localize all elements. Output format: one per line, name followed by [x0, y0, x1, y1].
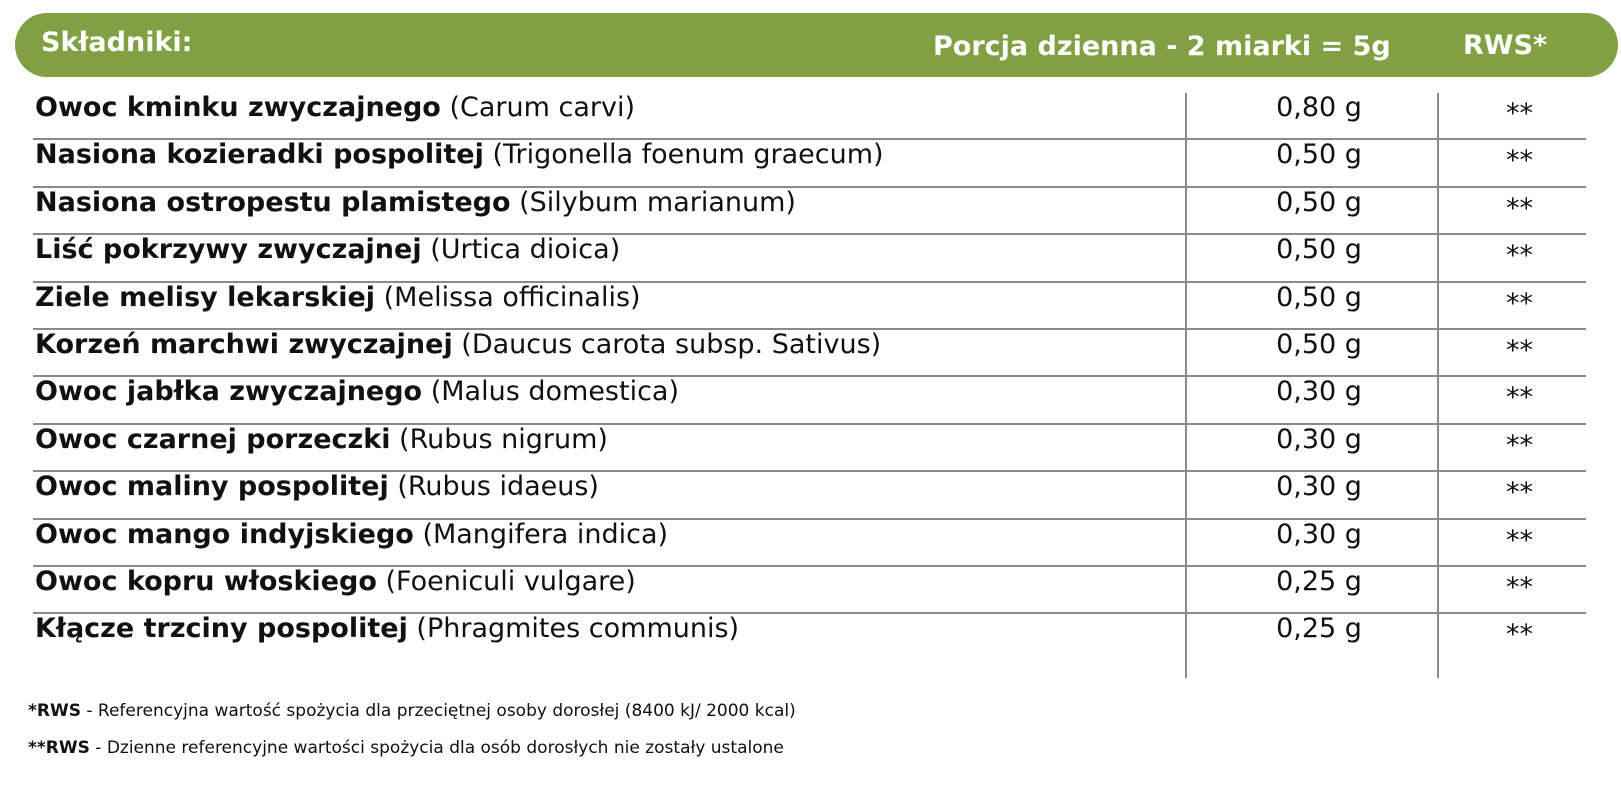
ingredient-name-cell [35, 330, 881, 360]
ingredient-latin-name: (Rubus idaeus) [397, 471, 599, 503]
ingredient-name-cell [35, 235, 620, 265]
ingredient-rws: ** [1506, 287, 1533, 319]
ingredient-amount: 0,80 g [1276, 92, 1362, 123]
footnote-rws-double [28, 740, 784, 757]
ingredient-amount: 0,50 g [1276, 281, 1362, 313]
ingredient-amount: 0,30 g [1276, 376, 1362, 408]
ingredient-name-cell [35, 614, 739, 644]
ingredient-rws: ** [1506, 477, 1533, 509]
ingredient-rws: ** [1506, 98, 1533, 129]
ingredient-latin-name: (Phragmites communis) [416, 613, 740, 645]
ingredient-amount: 0,50 g [1276, 139, 1362, 171]
ingredients-heading: Składniki: [41, 27, 193, 58]
ingredient-amount: 0,30 g [1276, 423, 1362, 455]
table-header-bar [15, 13, 1618, 77]
ingredient-latin-name: (Rubus nigrum) [399, 423, 608, 455]
table-row [33, 425, 1586, 472]
ingredient-name-cell [35, 93, 635, 123]
ingredient-name: Owoc mango indyjskiego [35, 518, 414, 550]
ingredient-name: Nasiona kozieradki pospolitej [35, 139, 484, 171]
ingredient-latin-name: (Silybum marianum) [519, 186, 796, 218]
ingredient-latin-name: (Urtica dioica) [430, 234, 621, 266]
table-row [33, 188, 1586, 235]
ingredient-rws: ** [1506, 192, 1533, 224]
table-row [33, 330, 1586, 377]
table-row [33, 567, 1586, 614]
ingredient-name: Owoc maliny pospolitej [35, 471, 389, 503]
ingredient-name: Owoc czarnej porzeczki [35, 423, 391, 455]
footnote-rws-mark: *RWS [28, 701, 81, 721]
ingredient-name-cell [35, 425, 608, 455]
ingredient-rws: ** [1506, 524, 1533, 556]
ingredient-name-cell [35, 188, 796, 218]
table-row [33, 140, 1586, 187]
ingredient-amount: 0,25 g [1276, 613, 1362, 645]
ingredient-latin-name: (Trigonella foenum graecum) [492, 139, 884, 171]
ingredient-name: Owoc kopru włoskiego [35, 565, 377, 597]
ingredient-rws: ** [1506, 619, 1533, 651]
ingredient-name: Owoc kminku zwyczajnego [35, 92, 441, 123]
ingredient-latin-name: (Melissa officinalis) [383, 281, 641, 313]
ingredient-name: Ziele melisy lekarskiej [35, 281, 376, 313]
ingredient-name: Korzeń marchwi zwyczajnej [35, 328, 453, 360]
footnote-rws [28, 703, 796, 720]
ingredient-name-cell [35, 567, 636, 597]
ingredient-rws: ** [1506, 429, 1533, 461]
ingredient-name-cell [35, 520, 668, 550]
portion-heading: Porcja dzienna - 2 miarki = 5g [933, 31, 1391, 62]
ingredient-amount: 0,50 g [1276, 234, 1362, 266]
ingredient-latin-name: (Malus domestica) [430, 376, 680, 408]
ingredient-rws: ** [1506, 334, 1533, 366]
ingredient-amount: 0,50 g [1276, 328, 1362, 360]
rws-heading: RWS* [1463, 30, 1548, 61]
ingredient-latin-name: (Carum carvi) [449, 92, 635, 123]
ingredient-rws: ** [1506, 145, 1533, 177]
table-row [33, 93, 1586, 140]
ingredient-rws: ** [1506, 240, 1533, 272]
ingredient-name-cell [35, 283, 641, 313]
ingredient-rws: ** [1506, 382, 1533, 414]
ingredient-amount: 0,30 g [1276, 471, 1362, 503]
ingredient-name: Nasiona ostropestu plamistego [35, 186, 511, 218]
ingredient-name-cell [35, 472, 599, 502]
footnote-rws-double-text: - Dzienne referencyjne wartości spożycia dla osób dorosłych nie zostały ustalone [89, 738, 784, 758]
footnote-rws-text: - Referencyjna wartość spożycia dla przeciętnej osoby dorosłej (8400 kJ/ 2000 kcal) [80, 701, 796, 721]
ingredient-rws: ** [1506, 571, 1533, 603]
ingredient-latin-name: (Daucus carota subsp. Sativus) [461, 328, 882, 360]
ingredient-latin-name: (Foeniculi vulgare) [385, 565, 636, 597]
table-row [33, 520, 1586, 567]
ingredient-name-cell [35, 377, 679, 407]
ingredient-amount: 0,25 g [1276, 565, 1362, 597]
table-row [33, 235, 1586, 282]
table-row [33, 283, 1586, 330]
ingredient-name: Owoc jabłka zwyczajnego [35, 376, 423, 408]
table-row [33, 377, 1586, 424]
table-row [33, 472, 1586, 519]
ingredients-table [33, 93, 1586, 662]
ingredient-name: Liść pokrzywy zwyczajnej [35, 234, 422, 266]
ingredient-latin-name: (Mangifera indica) [422, 518, 669, 550]
ingredient-name: Kłącze trzciny pospolitej [35, 613, 408, 645]
table-row [33, 614, 1586, 661]
ingredient-amount: 0,50 g [1276, 186, 1362, 218]
ingredient-name-cell [35, 140, 884, 170]
ingredient-amount: 0,30 g [1276, 518, 1362, 550]
footnote-rws-double-mark: **RWS [28, 738, 90, 758]
